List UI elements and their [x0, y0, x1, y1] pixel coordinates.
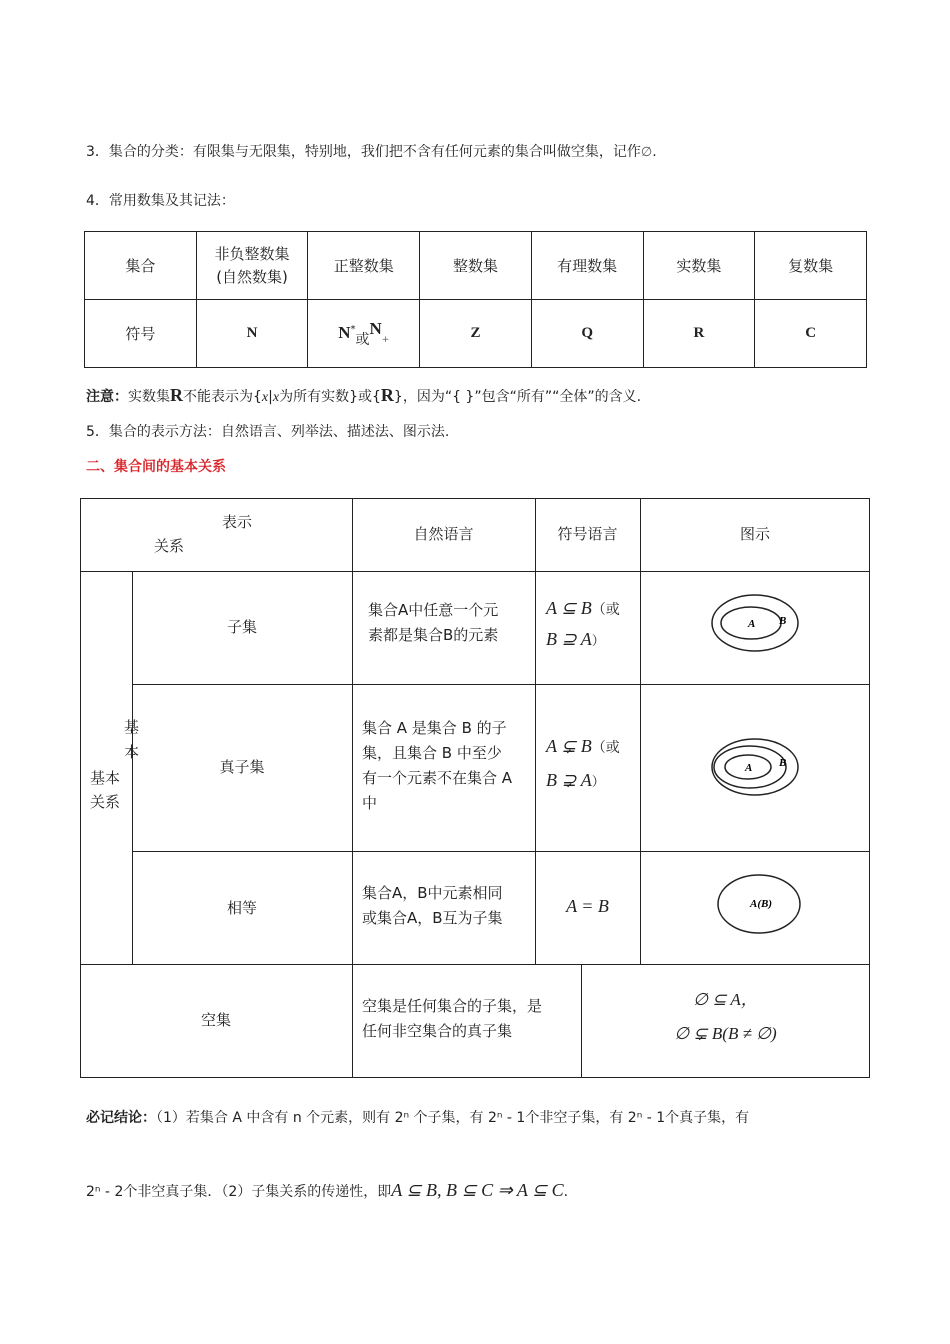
equal-desc-2: 或集合A，B互为子集	[362, 909, 503, 927]
subset-desc-1: 集合A中任意一个元	[368, 601, 499, 619]
symbol-real: R	[643, 300, 755, 368]
proper-subset-desc-3: 有一个元素不在集合 A	[362, 769, 513, 787]
empty-set-desc-2: 任何非空集合的真子集	[362, 1022, 513, 1040]
empty-set-name: 空集	[200, 1011, 231, 1029]
subset-venn-diagram	[705, 592, 805, 654]
row-divider	[80, 571, 870, 572]
equal-venn-diagram	[712, 871, 806, 937]
venn-label-b: B	[779, 615, 787, 627]
row-label-symbol: 符号	[85, 300, 197, 368]
header-integer: 整数集	[420, 232, 532, 300]
col-natural-language: 自然语言	[413, 525, 474, 543]
group-overlap-1: 基	[124, 718, 140, 736]
symbol-natural: N	[196, 300, 308, 368]
symbol-complex: C	[755, 300, 867, 368]
note-line: 注意：实数集R不能表示为{x|x为所有实数}或{R}，因为“{ }”包含“所有”“全体”的含义.	[86, 385, 642, 405]
header-natural: 非负整数集 (自然数集)	[196, 232, 308, 300]
proper-subset-name: 真子集	[219, 758, 265, 776]
subset-symbol-2: B ⊇ A）	[546, 629, 605, 649]
empty-set-symbol: ∅	[640, 144, 653, 159]
proper-subset-venn-diagram	[705, 736, 805, 798]
header-set: 集合	[85, 232, 197, 300]
venn-label-ab: A(B)	[750, 898, 772, 910]
empty-set-desc-1: 空集是任何集合的子集，是	[362, 997, 543, 1015]
proper-subset-symbol-1: A ⊊ B（或	[546, 736, 620, 756]
item-4-number-sets: 4．常用数集及其记法：	[86, 193, 235, 209]
empty-set-symbol-1: ∅ ⊆ A，	[693, 990, 758, 1009]
subset-desc-2: 素都是集合B的元素	[368, 626, 499, 644]
subset-symbol-1: A ⊆ B（或	[546, 598, 620, 618]
row-divider	[132, 851, 870, 852]
section-title: 二、集合间的基本关系	[86, 459, 226, 475]
equal-name: 相等	[226, 899, 257, 917]
venn-label-b: B	[779, 757, 787, 769]
header-complex: 复数集	[755, 232, 867, 300]
proper-subset-symbol-2: B ⊋ A）	[546, 770, 605, 790]
header-real: 实数集	[643, 232, 755, 300]
empty-set-symbol-2: ∅ ⊊ B(B ≠ ∅)	[674, 1024, 777, 1043]
venn-label-a: A	[748, 618, 756, 630]
header-positive: 正整数集	[308, 232, 420, 300]
proper-subset-desc-4: 中	[362, 794, 378, 812]
col-divider	[352, 498, 353, 1078]
venn-label-a: A	[745, 762, 753, 774]
corner-top-label: 表示	[222, 513, 253, 531]
corner-bottom-label: 关系	[154, 537, 185, 555]
row-divider	[80, 964, 870, 965]
subset-name: 子集	[226, 618, 257, 636]
row-divider	[132, 684, 870, 685]
conclusion-line-1: 必记结论：（1）若集合 A 中含有 n 个元素，则有 2ⁿ 个子集，有 2ⁿ - 1个非空子集，有 2ⁿ - 1个真子集，有	[86, 1110, 750, 1126]
group-overlap-2: 本	[124, 743, 140, 761]
col-diagram: 图示	[739, 525, 770, 543]
conclusion-line-2: 2ⁿ - 2个非空真子集．（2）子集关系的传递性，即A ⊆ B, B ⊆ C ⇒ A ⊆ C.	[86, 1180, 569, 1200]
col-symbol-language: 符号语言	[557, 525, 618, 543]
symbol-integer: Z	[420, 300, 532, 368]
symbol-rational: Q	[531, 300, 643, 368]
item-5-representation: 5．集合的表示方法：自然语言、列举法、描述法、图示法.	[86, 424, 450, 440]
equal-desc-1: 集合A，B中元素相同	[362, 884, 503, 902]
item-3-classification: 3．集合的分类：有限集与无限集，特别地，我们把不含有任何元素的集合叫做空集，记作∅.	[86, 144, 657, 160]
proper-subset-desc-2: 集，且集合 B 中至少	[362, 744, 502, 762]
col-divider	[640, 498, 641, 964]
number-set-table	[84, 231, 867, 368]
group-label-2: 关系	[90, 793, 121, 811]
proper-subset-desc-1: 集合 A 是集合 B 的子	[362, 719, 507, 737]
symbol-positive: N*或$N_+$	[308, 300, 420, 368]
group-label-1: 基本	[90, 769, 121, 787]
header-rational: 有理数集	[531, 232, 643, 300]
equal-symbol: A = B	[566, 896, 609, 916]
